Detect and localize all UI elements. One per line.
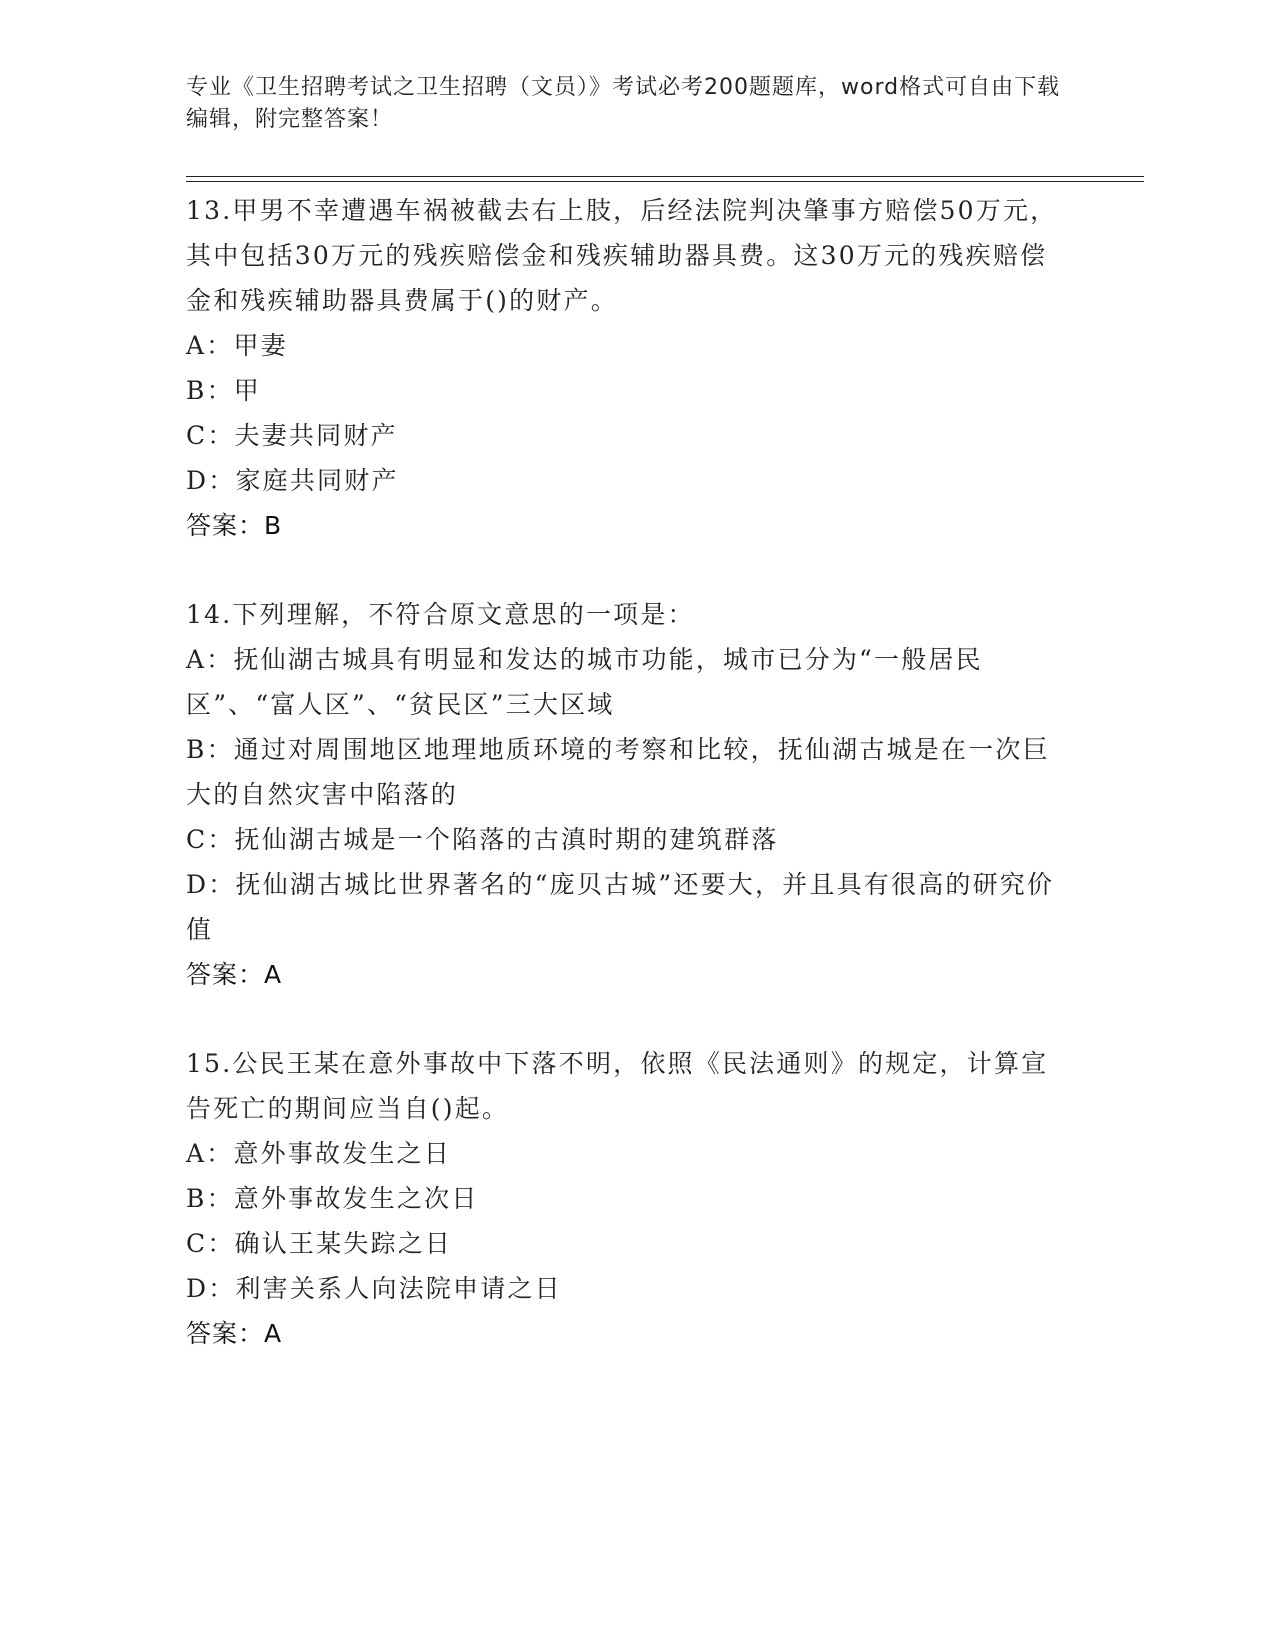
option-b: B：通过对周围地区地理地质环境的考察和比较，抚仙湖古城是在一次巨大的自然灾害中陷落的: [186, 735, 1050, 809]
answer-line: 答案：A: [186, 960, 283, 989]
option-a: A：甲妻: [186, 331, 288, 360]
option-d: D：家庭共同财产: [186, 466, 399, 495]
option-a: A：意外事故发生之日: [186, 1139, 452, 1168]
option-a: A：抚仙湖古城具有明显和发达的城市功能，城市已分为“一般居民区”、“富人区”、“贫民区”三大区域: [186, 645, 983, 719]
question-13: [186, 188, 1066, 548]
option-c: C：夫妻共同财产: [186, 421, 398, 450]
option-d: D：抚仙湖古城比世界著名的“庞贝古城”还要大，并且具有很高的研究价值: [186, 870, 1055, 944]
document-header: 专业《卫生招聘考试之卫生招聘（文员）》考试必考200题题库，word格式可自由下载编辑，附完整答案！: [186, 75, 1061, 132]
answer-line: 答案：B: [186, 511, 283, 540]
option-b: B：意外事故发生之次日: [186, 1184, 479, 1213]
question-list: [186, 188, 1066, 1400]
question-stem: 13.甲男不幸遭遇车祸被截去右上肢，后经法院判决肇事方赔偿50万元，其中包括30万元的残疾赔偿金和残疾辅助器具费。这30万元的残疾赔偿金和残疾辅助器具费属于()的财产。: [186, 196, 1058, 315]
header-divider-bottom: [186, 181, 1144, 182]
question-stem: 14.下列理解，不符合原文意思的一项是：: [186, 600, 695, 629]
question-14: [186, 592, 1066, 997]
option-c: C：确认王某失踪之日: [186, 1229, 453, 1258]
answer-line: 答案：A: [186, 1319, 283, 1348]
question-stem: 15.公民王某在意外事故中下落不明，依照《民法通则》的规定，计算宣告死亡的期间应当自()起。: [186, 1049, 1049, 1123]
option-b: B：甲: [186, 376, 261, 405]
option-c: C：抚仙湖古城是一个陷落的古滇时期的建筑群落: [186, 825, 779, 854]
question-15: [186, 1041, 1066, 1356]
option-d: D：利害关系人向法院申请之日: [186, 1274, 562, 1303]
header-divider-top: [186, 176, 1144, 177]
